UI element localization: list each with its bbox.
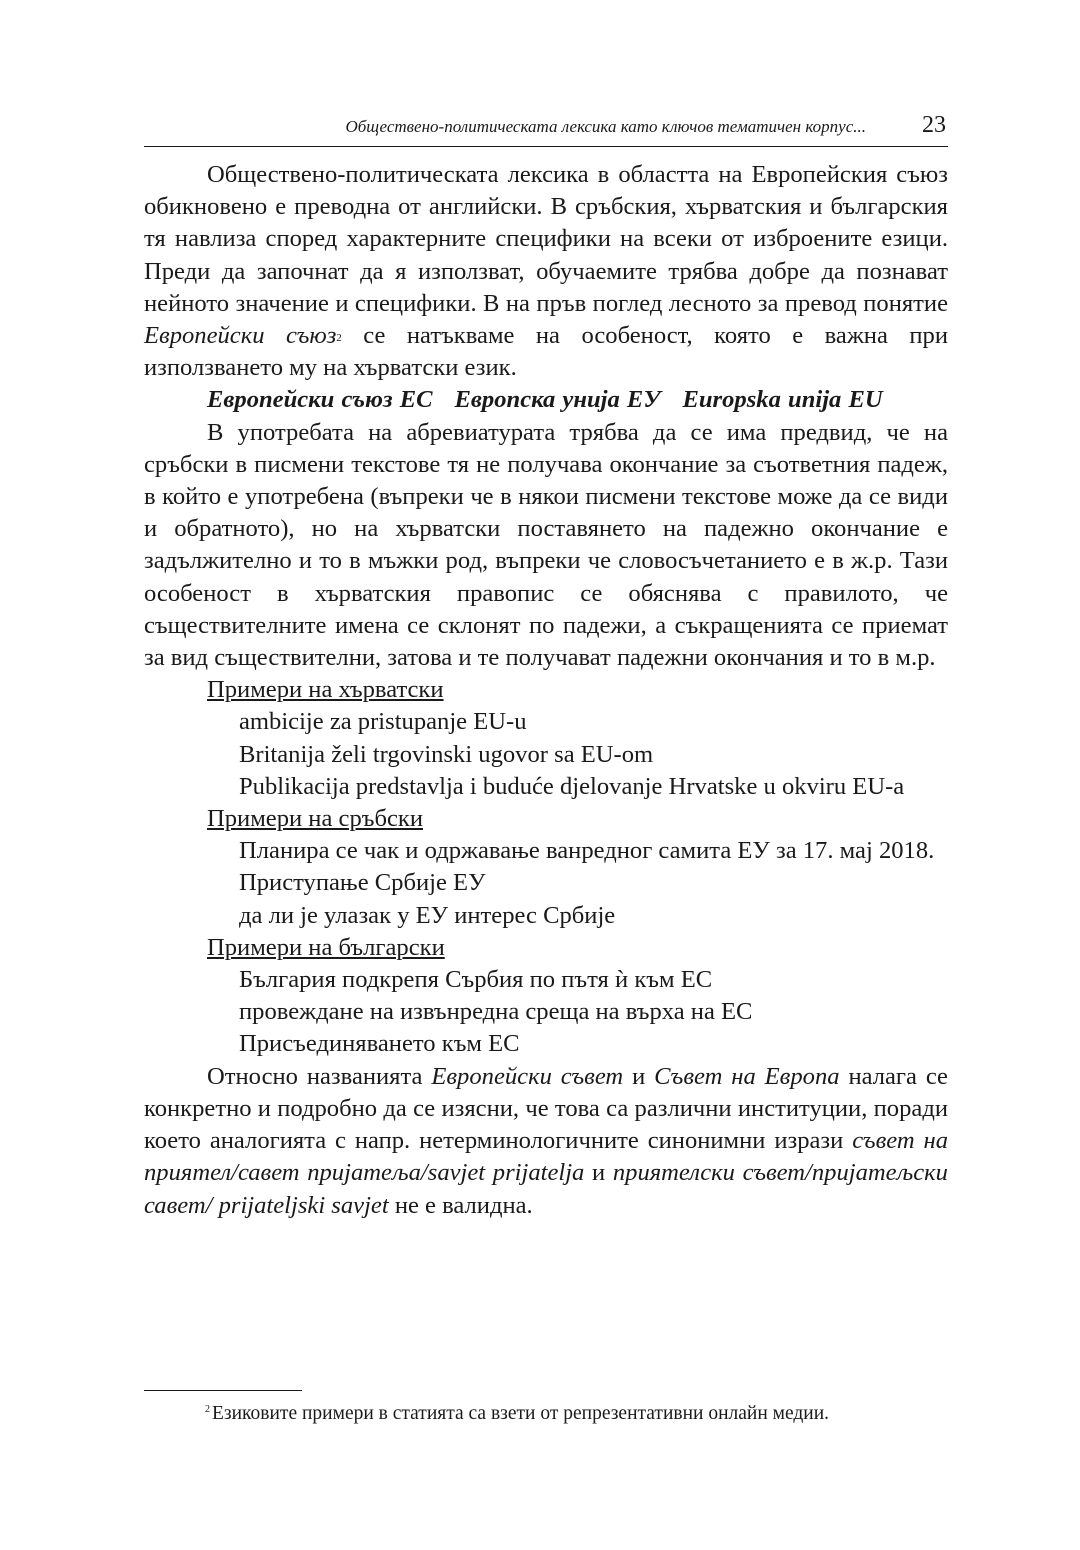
intro-text-1: Обществено-политическата лексика в областта на Европейския съюз обикновено е преводна от английски. В сръбския, хърватския и българския тя навлиза според характерните специфики на всеки от изброените езици. Преди да започнат да я използват, обучаемите трябва добре да познават нейното значение и специфики. В на пръв поглед лесното за превод понятие	[144, 161, 948, 317]
example-item: Планира се чак и одржавање ванредног самита ЕУ за 17. мај 2018.	[239, 837, 935, 865]
closing-text-5: не е валидна.	[388, 1191, 533, 1219]
example-item: България подкрепя Сърбия по пътя ѝ към ЕС	[239, 966, 713, 994]
closing-example-friendly-advice: приятелски съвет/пријатељски савет/ prijateljski savjet	[144, 1159, 948, 1219]
closing-text-4: и	[584, 1159, 613, 1187]
footnote-text: Езиковите примери в статията са взети от репрезентативни онлайн медии.	[212, 1403, 830, 1424]
abbreviation-paragraph: В употребата на абревиатурата трябва да се има предвид, че на сръбски в писмени текстове тя не получава окончание за съответния падеж, в който е употребена (въпреки че в някои писмени текстове може да се види и обратното), но на хърватски поставянето на падежно окончание е задължително и то в мъжки род, въпреки че словосъчетанието е в ж.р. Тази особеност в хърватския правопис се обяснява с правилото, че съществителните имена се склонят по падежи, а съкращенията се приемат за вид съществителни, затова и те получават падежни окончания и то в м.р.	[144, 418, 948, 672]
term-serbian: Европска унија ЕУ	[454, 386, 661, 414]
examples-croatian-heading: Примери на хърватски	[207, 676, 444, 704]
body-text	[144, 159, 948, 1222]
running-header	[144, 112, 948, 147]
term-bulgarian: Европейски съюз ЕС	[207, 386, 433, 414]
intro-text-2: се натъкваме на особеност, която е важна при използването му на хърватски език.	[144, 322, 948, 382]
terms-line	[144, 384, 948, 416]
example-item: Приступање Србије ЕУ	[239, 869, 486, 897]
example-item: Publikacija predstavlja i buduće djelovanje Hrvatske u okviru EU-a	[239, 772, 905, 800]
closing-text-2: и	[623, 1062, 655, 1090]
footnote-reference: 2	[336, 332, 342, 345]
footnote-rule	[144, 1390, 302, 1391]
page-number: 23	[922, 112, 946, 138]
examples-bulgarian-heading: Примери на български	[207, 933, 445, 961]
closing-term-european-council: Европейски съвет	[431, 1062, 624, 1090]
example-item: да ли је улазак у ЕУ интерес Србије	[239, 901, 616, 929]
closing-text-1: Относно названията	[207, 1062, 432, 1090]
intro-paragraph	[144, 159, 948, 384]
example-item: провеждане на извънредна среща на върха на ЕС	[239, 998, 753, 1026]
page	[144, 112, 948, 1222]
closing-term-council-of-europe: Съвет на Европа	[654, 1062, 840, 1090]
footnote	[205, 1403, 829, 1425]
term-croatian: Europska unija EU	[682, 386, 883, 414]
intro-term: Европейски съюз	[144, 322, 337, 350]
closing-paragraph	[144, 1061, 948, 1222]
example-item: Britanija želi trgovinski ugovor sa EU-om	[239, 740, 654, 768]
examples-serbian-heading: Примери на сръбски	[207, 805, 423, 833]
running-title: Обществено-политическата лексика като ключов тематичен корпус...	[345, 117, 866, 136]
example-item: Присъединяването към ЕС	[239, 1030, 520, 1058]
closing-text-3: налага се конкретно и подробно да се изясни, че това са различни институции, поради което аналогията с напр. нетерминологичните синонимни изрази	[144, 1062, 948, 1155]
footnote-number: 2	[205, 1404, 210, 1415]
example-item: ambicije za pristupanje EU-u	[239, 708, 527, 736]
closing-example-friend-advice: съвет на приятел/савет пријатеља/savjet prijatelja	[144, 1127, 948, 1187]
